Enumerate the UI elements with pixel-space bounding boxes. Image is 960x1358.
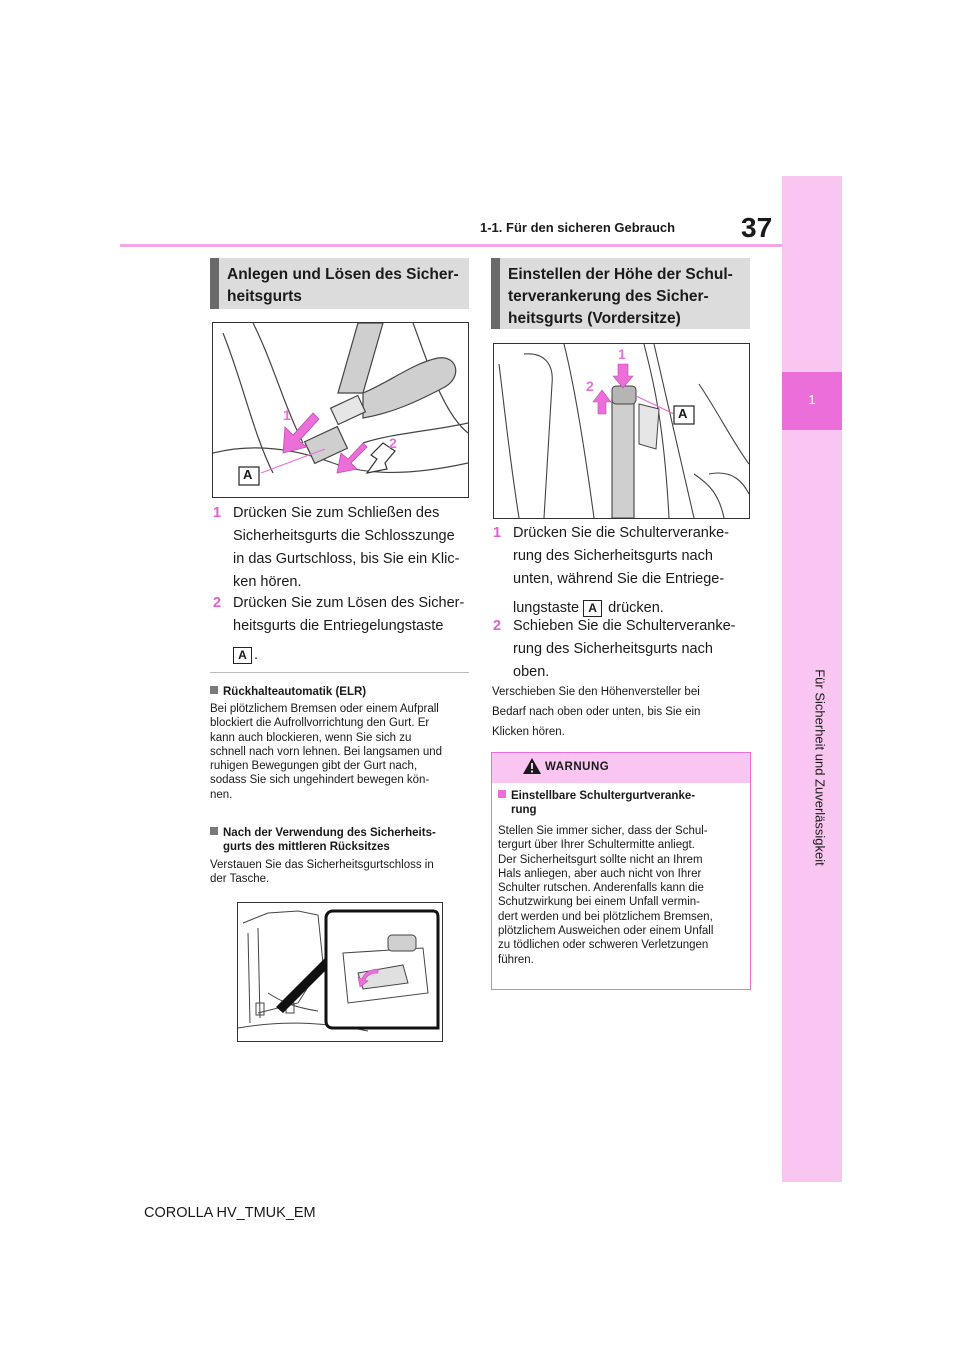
warning-triangle-icon [522, 757, 542, 775]
right-heading-line: heitsgurts (Vordersitze) [508, 310, 681, 327]
square-bullet-icon [210, 686, 218, 694]
step-number: 2 [213, 595, 222, 611]
left-heading [210, 258, 469, 309]
step-line: ken hören. [233, 574, 302, 590]
paragraph-line: Klicken hören. [492, 726, 565, 738]
figure-label-1: 1 [283, 407, 291, 423]
rear-seat-figure [237, 902, 443, 1042]
right-heading-line: Einstellen der Höhe der Schul- [508, 266, 733, 283]
step-number: 1 [493, 525, 502, 541]
note-line: sodass Sie sich ungehindert bewegen kön- [210, 774, 430, 787]
left-step-1 [213, 502, 473, 594]
step-line: rung des Sicherheitsgurts nach [513, 548, 713, 564]
figure-label-2: 2 [586, 378, 594, 394]
step-line: Drücken Sie zum Lösen des Sicher- [233, 595, 465, 611]
warning-line: Schutzwirkung bei einem Unfall vermin- [498, 896, 700, 909]
square-bullet-icon [210, 827, 218, 835]
note-line: blockiert die Aufrollvorrichtung den Gurt. Er [210, 717, 430, 730]
note-line: schnell nach vorn lehnen. Bei langsamen und [210, 745, 443, 758]
figure-label-a: A [243, 467, 253, 482]
footer-model-code: COROLLA HV_TMUK_EM [144, 1205, 316, 1221]
warning-line: tergurt über Ihrer Schultermitte anliegt. [498, 839, 695, 852]
note-rear-center-belt [210, 826, 470, 887]
step-line: oben. [513, 664, 550, 680]
warning-line: Stellen Sie immer sicher, dass der Schul- [498, 825, 708, 837]
chapter-title: Für Sicherheit und Zuverlässigkeit [812, 669, 828, 866]
left-step-2 [213, 592, 473, 667]
section-divider [210, 672, 469, 673]
warning-line: Der Sicherheitsgurt sollte nicht an Ihrem [498, 853, 703, 866]
step-line: heitsgurts die Entriegelungstaste [233, 618, 444, 634]
note-line: nen. [210, 788, 233, 801]
figure-label-1: 1 [618, 346, 626, 362]
note-line: kann auch blockieren, wenn Sie sich zu [210, 731, 412, 744]
note-elr [210, 685, 470, 802]
step-pre: lungstaste [513, 600, 580, 616]
step-number: 2 [493, 618, 502, 634]
warning-line: Schulter rutschen. Anderenfalls kann die [498, 882, 704, 895]
paragraph-line: Verschieben Sie den Höhenversteller bei [492, 686, 700, 698]
square-bullet-icon [498, 790, 506, 798]
warning-line: dert werden und bei plötzlichem Bremsen, [498, 910, 713, 923]
right-step-1 [493, 522, 753, 620]
step-line [233, 644, 473, 667]
label-a-box: A [583, 600, 602, 617]
page-number: 37 [741, 212, 773, 243]
step-line: Drücken Sie zum Schließen des [233, 505, 440, 521]
warning-content [498, 789, 746, 967]
note-title: gurts des mittleren Rücksitzes [223, 841, 390, 853]
step-line: Drücken Sie die Schulterveranke- [513, 525, 729, 541]
figure-label-a: A [678, 406, 688, 421]
adjust-paragraph [492, 682, 752, 742]
left-heading-line: Anlegen und Lösen des Sicher- [227, 266, 459, 283]
right-step-2 [493, 615, 753, 684]
note-line: Bei plötzlichem Bremsen oder einem Aufprall [210, 703, 439, 715]
shoulder-anchor-figure [493, 343, 750, 519]
note-line: der Tasche. [210, 873, 270, 886]
step-post: drücken. [608, 600, 664, 616]
step-line: in das Gurtschloss, bis Sie ein Klic- [233, 551, 460, 567]
label-a-box: A [233, 647, 252, 664]
warning-line: zu tödlichen oder schweren Verletzungen [498, 939, 709, 952]
warning-title: Einstellbare Schultergurtveranke- [511, 790, 696, 802]
right-heading-line: terverankerung des Sicher- [508, 288, 709, 305]
warning-line: führen. [498, 953, 534, 966]
note-title: Rückhalteautomatik (ELR) [223, 686, 367, 698]
warning-label: WARNUNG [545, 761, 610, 773]
step-line: Schieben Sie die Schulterveranke- [513, 618, 736, 634]
warning-line: Hals anliegen, aber auch nicht von Ihrer [498, 867, 702, 880]
section-heading: 1-1. Für den sicheren Gebrauch [480, 220, 676, 235]
note-line: Verstauen Sie das Sicherheitsgurtschloss in [210, 859, 434, 871]
step-line: rung des Sicherheitsgurts nach [513, 641, 713, 657]
note-line: ruhigen Bewegungen gibt der Gurt nach, [210, 760, 418, 773]
figure-label-2: 2 [389, 435, 397, 451]
step-number: 1 [213, 505, 222, 521]
step-line: unten, während Sie die Entriege- [513, 571, 725, 587]
chapter-number: 1 [808, 392, 816, 407]
warning-title: rung [511, 804, 537, 816]
warning-line: plötzlichem Ausweichen oder einem Unfall [498, 925, 714, 938]
note-title: Nach der Verwendung des Sicherheits- [223, 827, 436, 839]
right-heading [491, 258, 750, 329]
step-after: . [254, 647, 259, 663]
rear-seat-illustration [238, 903, 442, 1041]
shoulder-anchor-illustration [494, 344, 749, 518]
step-line: Sicherheitsgurts die Schlosszunge [233, 528, 455, 544]
paragraph-line: Bedarf nach oben oder unten, bis Sie ein [492, 706, 701, 718]
seatbelt-buckle-figure [212, 322, 469, 498]
left-heading-line: heitsgurts [227, 288, 302, 305]
header-rule [120, 244, 782, 247]
